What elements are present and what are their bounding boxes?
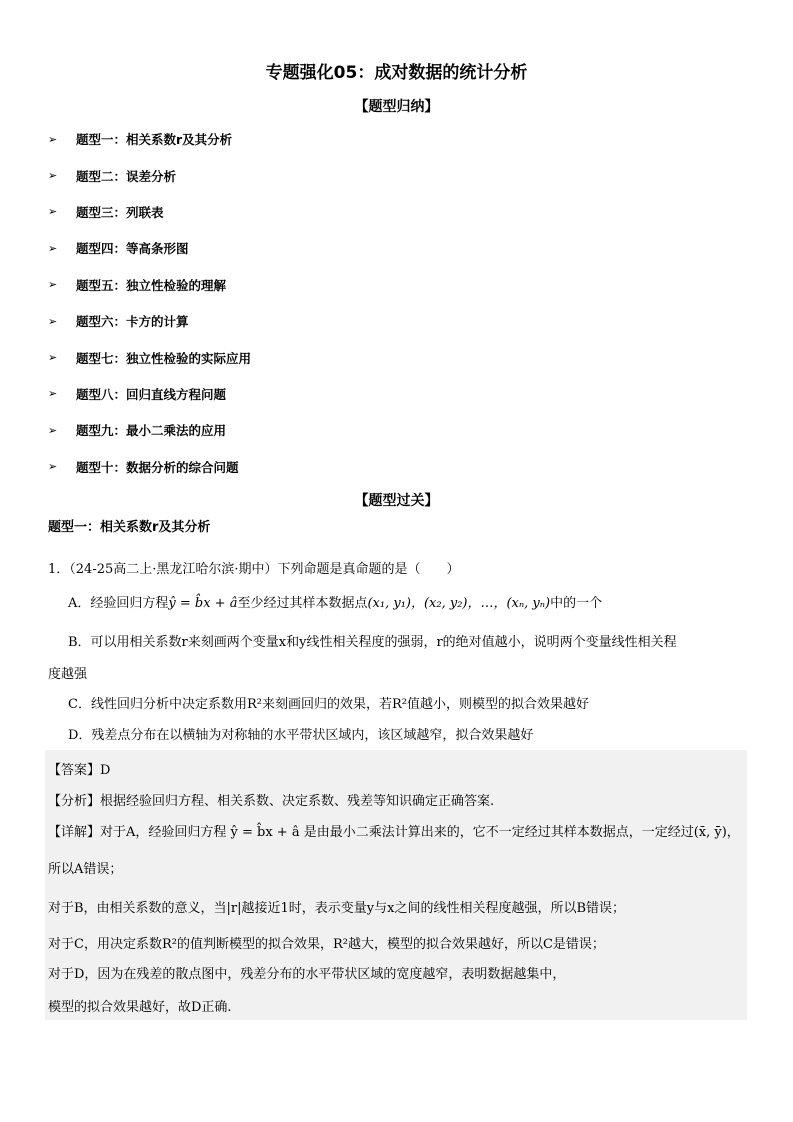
toc-item: ➢ 题型十：数据分析的综合问题 — [48, 459, 239, 475]
arrow-bullet-icon: ➢ — [48, 314, 58, 328]
detail-line: 对于B，由相关系数的意义，当|r|越接近1时，表示变量y与x之间的线性相关程度越强，所以B错误； — [48, 901, 626, 916]
section-title: 题型一：相关系数r及其分析 — [48, 520, 211, 535]
toc-item: ➢ 题型八：回归直线方程问题 — [48, 386, 227, 402]
toc-item: ➢ 题型五：独立性检验的理解 — [48, 277, 227, 293]
analysis-line: 【分析】根据经验回归方程、相关系数、决定系数、残差等知识确定正确答案. — [48, 794, 495, 809]
toc-list — [48, 121, 251, 485]
toc-item: ➢ 题型七：独立性检验的实际应用 — [48, 350, 252, 366]
detail-line: 模型的拟合效果越好，故D正确. — [48, 1000, 232, 1015]
toc-item: ➢ 题型六：卡方的计算 — [48, 314, 189, 330]
arrow-bullet-icon: ➢ — [48, 132, 58, 146]
document-title: 专题强化05：成对数据的统计分析 — [265, 63, 528, 83]
arrow-bullet-icon: ➢ — [48, 205, 58, 219]
option-b-line1: B．可以用相关系数r来刻画两个变量x和y线性相关程度的强弱，r的绝对值越小，说明两个变量线性相关程 — [68, 635, 677, 650]
arrow-bullet-icon: ➢ — [48, 351, 58, 365]
option-c: C．线性回归分析中决定系数用R²来刻画回归的效果，若R²值越小，则模型的拟合效果越好 — [68, 697, 589, 712]
detail-line: 对于C，用决定系数R²的值判断模型的拟合效果，R²越大，模型的拟合效果越好，所以C是错误； — [48, 937, 605, 952]
answer-line: 【答案】D — [48, 763, 111, 778]
arrow-bullet-icon: ➢ — [48, 169, 58, 183]
question-stem: 1．（24-25高二上·黑龙江哈尔滨·期中）下列命题是真命题的是（ ） — [48, 562, 460, 577]
detail-line: 【详解】对于A，经验回归方程 ŷ = b̂x + â 是由最小二乘法计算出来的，它不一定经过其样本数据点，一定经过(x̄, ȳ)， — [48, 825, 740, 840]
arrow-bullet-icon: ➢ — [48, 423, 58, 437]
detail-line: 对于D，因为在残差的散点图中，残差分布的水平带状区域的宽度越窄，表明数据越集中， — [48, 967, 566, 982]
option-a: A．经验回归方程ŷ = b̂x + â至少经过其样本数据点(x₁, y₁)，(x₂, y₂)，…，(xₙ, yₙ)中的一个 — [68, 596, 603, 611]
toc-item: ➢ 题型四：等高条形图 — [48, 241, 189, 257]
option-d: D．残差点分布在以横轴为对称轴的水平带状区域内，该区域越窄，拟合效果越好 — [68, 728, 534, 743]
toc-item: ➢ 题型九：最小二乘法的应用 — [48, 423, 227, 439]
pass-heading: 【题型过关】 — [354, 493, 439, 509]
toc-item: ➢ 题型三：列联表 — [48, 204, 164, 220]
toc-item: ➢ 题型二：误差分析 — [48, 168, 177, 184]
toc-item: ➢ 题型一：相关系数r及其分析 — [48, 132, 233, 148]
arrow-bullet-icon: ➢ — [48, 241, 58, 255]
arrow-bullet-icon: ➢ — [48, 387, 58, 401]
detail-line: 所以A错误； — [48, 862, 123, 877]
option-b-line2: 度越强 — [48, 667, 88, 682]
toc-heading: 【题型归纳】 — [354, 99, 439, 115]
arrow-bullet-icon: ➢ — [48, 460, 58, 474]
arrow-bullet-icon: ➢ — [48, 278, 58, 292]
